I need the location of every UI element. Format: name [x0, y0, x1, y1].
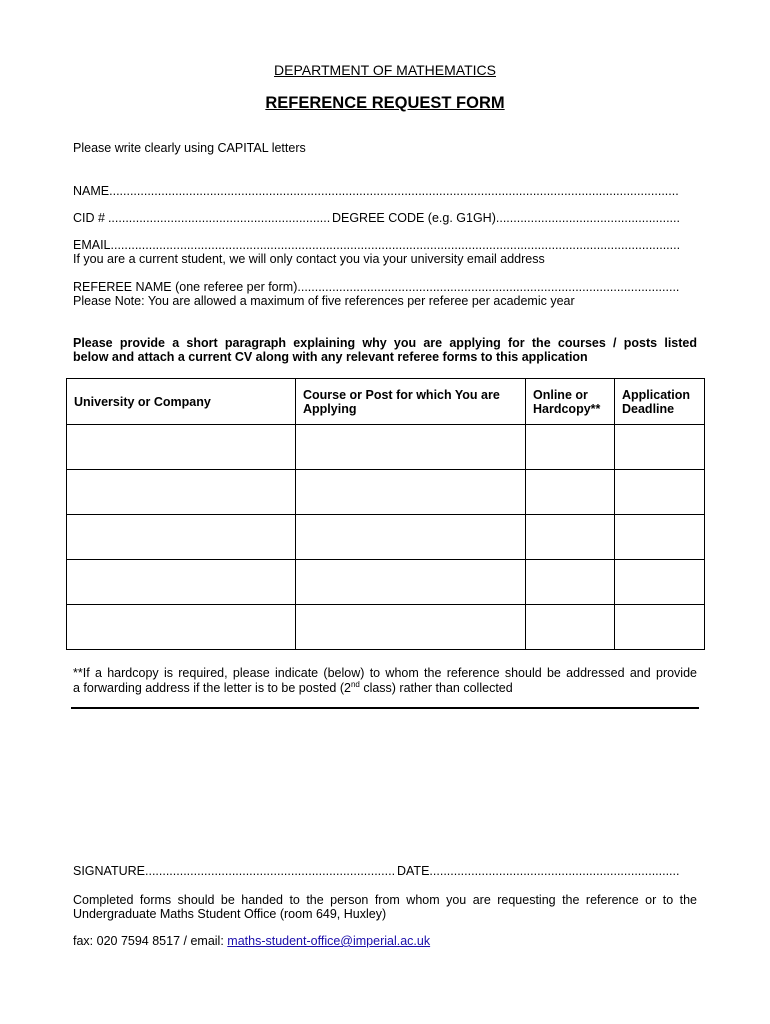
table-cell[interactable] [526, 560, 615, 605]
footer-line-2: Undergraduate Maths Student Office (room 649, Huxley) [73, 907, 387, 921]
capital-letters-note: Please write clearly using CAPITAL letters [73, 141, 306, 155]
referee-name-dotted-line[interactable] [297, 280, 679, 294]
table-row [67, 425, 705, 470]
table-cell[interactable] [296, 425, 526, 470]
section-divider [71, 707, 699, 709]
table-cell[interactable] [615, 560, 705, 605]
contact-line [73, 934, 430, 948]
hardcopy-note-line-1: **If a hardcopy is required, please indicate (below) to whom the reference should be addressed and provide [73, 666, 697, 680]
table-cell[interactable] [615, 425, 705, 470]
hardcopy-note-text-end: class) rather than collected [359, 681, 513, 696]
column-header-course: Course or Post for which You are Applying [296, 379, 526, 425]
table-cell[interactable] [526, 425, 615, 470]
name-label: NAME [73, 184, 110, 198]
column-header-deadline: Application Deadline [615, 379, 705, 425]
table-cell[interactable] [296, 470, 526, 515]
cid-degree-row [73, 211, 679, 225]
referee-name-field[interactable] [73, 280, 679, 294]
ordinal-superscript: nd [350, 680, 360, 689]
table-cell[interactable] [296, 605, 526, 650]
table-cell[interactable] [67, 425, 296, 470]
table-header-row [67, 379, 705, 425]
name-dotted-line[interactable] [109, 184, 679, 198]
footer-line-1: Completed forms should be handed to the person from whom you are requesting the reference or to the [73, 893, 697, 907]
table-cell[interactable] [526, 470, 615, 515]
table-cell[interactable] [615, 605, 705, 650]
paragraph-instruction-line-2: below and attach a current CV along with any relevant referee forms to this application [73, 350, 588, 364]
signature-dotted-line[interactable] [145, 864, 395, 878]
table-cell[interactable] [67, 515, 296, 560]
table-cell[interactable] [67, 605, 296, 650]
name-field[interactable] [73, 184, 679, 198]
hardcopy-note-line-2 [73, 680, 513, 695]
signature-date-row [73, 864, 679, 878]
column-header-online-hardcopy: Online or Hardcopy** [526, 379, 615, 425]
table-row [67, 605, 705, 650]
email-label: EMAIL [73, 238, 111, 252]
date-label: DATE [397, 864, 430, 878]
table-cell[interactable] [296, 560, 526, 605]
email-field[interactable] [73, 238, 679, 252]
contact-prefix: fax: 020 7594 8517 / email: [73, 934, 228, 948]
cid-dotted-line[interactable] [108, 211, 330, 225]
cid-label: CID # [73, 211, 105, 225]
table-cell[interactable] [296, 515, 526, 560]
degree-code-label: DEGREE CODE (e.g. G1GH) [331, 211, 496, 225]
referee-name-label: REFEREE NAME (one referee per form) [73, 280, 298, 294]
department-heading: DEPARTMENT OF MATHEMATICS [274, 62, 496, 78]
applications-table [66, 378, 705, 650]
paragraph-instruction-line-1: Please provide a short paragraph explaining why you are applying for the courses / posts listed [73, 336, 697, 350]
date-dotted-line[interactable] [429, 864, 679, 878]
table-cell[interactable] [615, 515, 705, 560]
signature-label: SIGNATURE [73, 864, 145, 878]
email-link[interactable]: maths-student-office@imperial.ac.uk [227, 934, 431, 948]
form-title: REFERENCE REQUEST FORM [265, 94, 505, 112]
table-cell[interactable] [615, 470, 705, 515]
column-header-university: University or Company [67, 379, 296, 425]
hardcopy-note-text: a forwarding address if the letter is to be posted (2 [73, 681, 351, 696]
table-cell[interactable] [526, 515, 615, 560]
table-row [67, 560, 705, 605]
degree-code-dotted-line[interactable] [496, 211, 679, 225]
email-note: If you are a current student, we will only contact you via your university email address [73, 252, 545, 266]
table-row [67, 515, 705, 560]
table-cell[interactable] [67, 470, 296, 515]
referee-limit-note: Please Note: You are allowed a maximum of five references per referee per academic year [73, 294, 575, 308]
table-cell[interactable] [526, 605, 615, 650]
table-cell[interactable] [67, 560, 296, 605]
table-row [67, 470, 705, 515]
email-dotted-line[interactable] [111, 238, 679, 252]
